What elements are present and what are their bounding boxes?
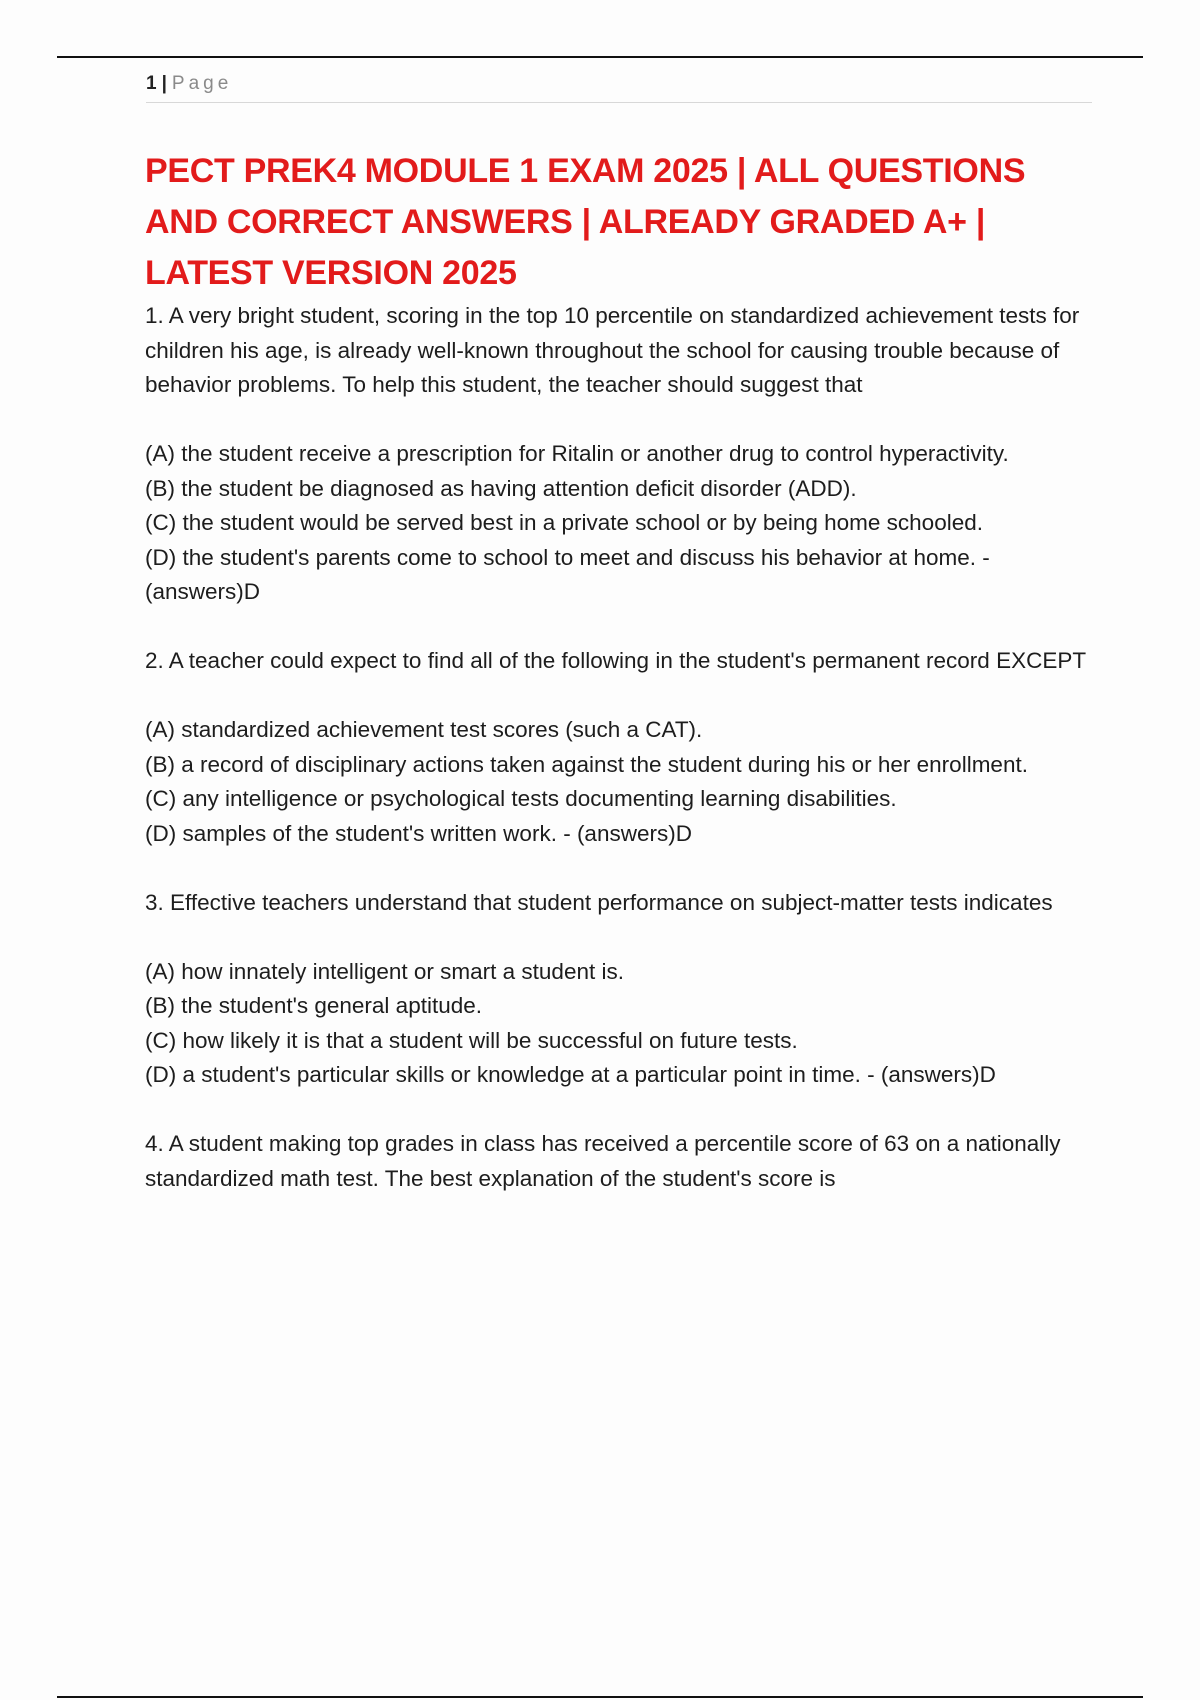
spacer [145, 920, 1093, 955]
spacer [145, 1093, 1093, 1128]
spacer [145, 679, 1093, 714]
page-header [146, 70, 1092, 103]
page-number: 1 [146, 73, 158, 94]
answer-option-b: (B) the student be diagnosed as having attention deficit disorder (ADD). [145, 475, 857, 501]
question-2 [145, 644, 1093, 886]
answer-option-c: (C) how likely it is that a student will be successful on future tests. [145, 1027, 798, 1053]
spacer [145, 610, 1093, 645]
answer-option-a: (A) the student receive a prescription for Ritalin or another drug to control hyperactivity. [145, 441, 1009, 466]
answer-option-c: (C) any intelligence or psychological tests documenting learning disabilities. [145, 786, 897, 811]
spacer [145, 851, 1093, 886]
answer-option-d: (D) the student's parents come to school to meet and discuss his behavior at home. - (answers)D [145, 544, 990, 604]
question-3 [145, 886, 1093, 1128]
top-border-rule [57, 56, 1143, 58]
question-1 [145, 299, 1093, 644]
answer-option-a: (A) standardized achievement test scores (such a CAT). [145, 717, 703, 742]
document-content [145, 146, 1093, 1196]
question-stem: 4. A student making top grades in class has received a percentile score of 63 on a nationally standardized math test. The best explanation of the student's score is [145, 1131, 1061, 1191]
answer-option-a: (A) how innately intelligent or smart a student is. [145, 958, 624, 984]
question-stem: 2. A teacher could expect to find all of the following in the student's permanent record EXCEPT [145, 648, 1087, 673]
spacer [145, 403, 1093, 438]
header-separator: | [161, 73, 168, 94]
answer-option-c: (C) the student would be served best in a private school or by being home schooled. [145, 510, 983, 535]
bottom-border-rule [57, 1696, 1143, 1698]
question-stem: 3. Effective teachers understand that student performance on subject-matter tests indicates [145, 889, 1053, 915]
question-4 [145, 1127, 1093, 1196]
answer-option-d: (D) a student's particular skills or knowledge at a particular point in time. - (answers)D [145, 1062, 996, 1087]
question-stem: 1. A very bright student, scoring in the top 10 percentile on standardized achievement tests for children his age, is already well-known throughout the school for causing trouble because of behavior problems. To help this student, the teacher should suggest that [145, 303, 1080, 397]
answer-option-d: (D) samples of the student's written work. - (answers)D [145, 820, 692, 846]
page-label: Page [171, 73, 233, 94]
document-title: PECT PREK4 MODULE 1 EXAM 2025 | ALL QUESTIONS AND CORRECT ANSWERS | ALREADY GRADED A+ | LATEST VERSION 2025 [145, 152, 1026, 292]
answer-option-b: (B) the student's general aptitude. [145, 993, 483, 1018]
answer-option-b: (B) a record of disciplinary actions taken against the student during his or her enrollment. [145, 751, 1028, 777]
